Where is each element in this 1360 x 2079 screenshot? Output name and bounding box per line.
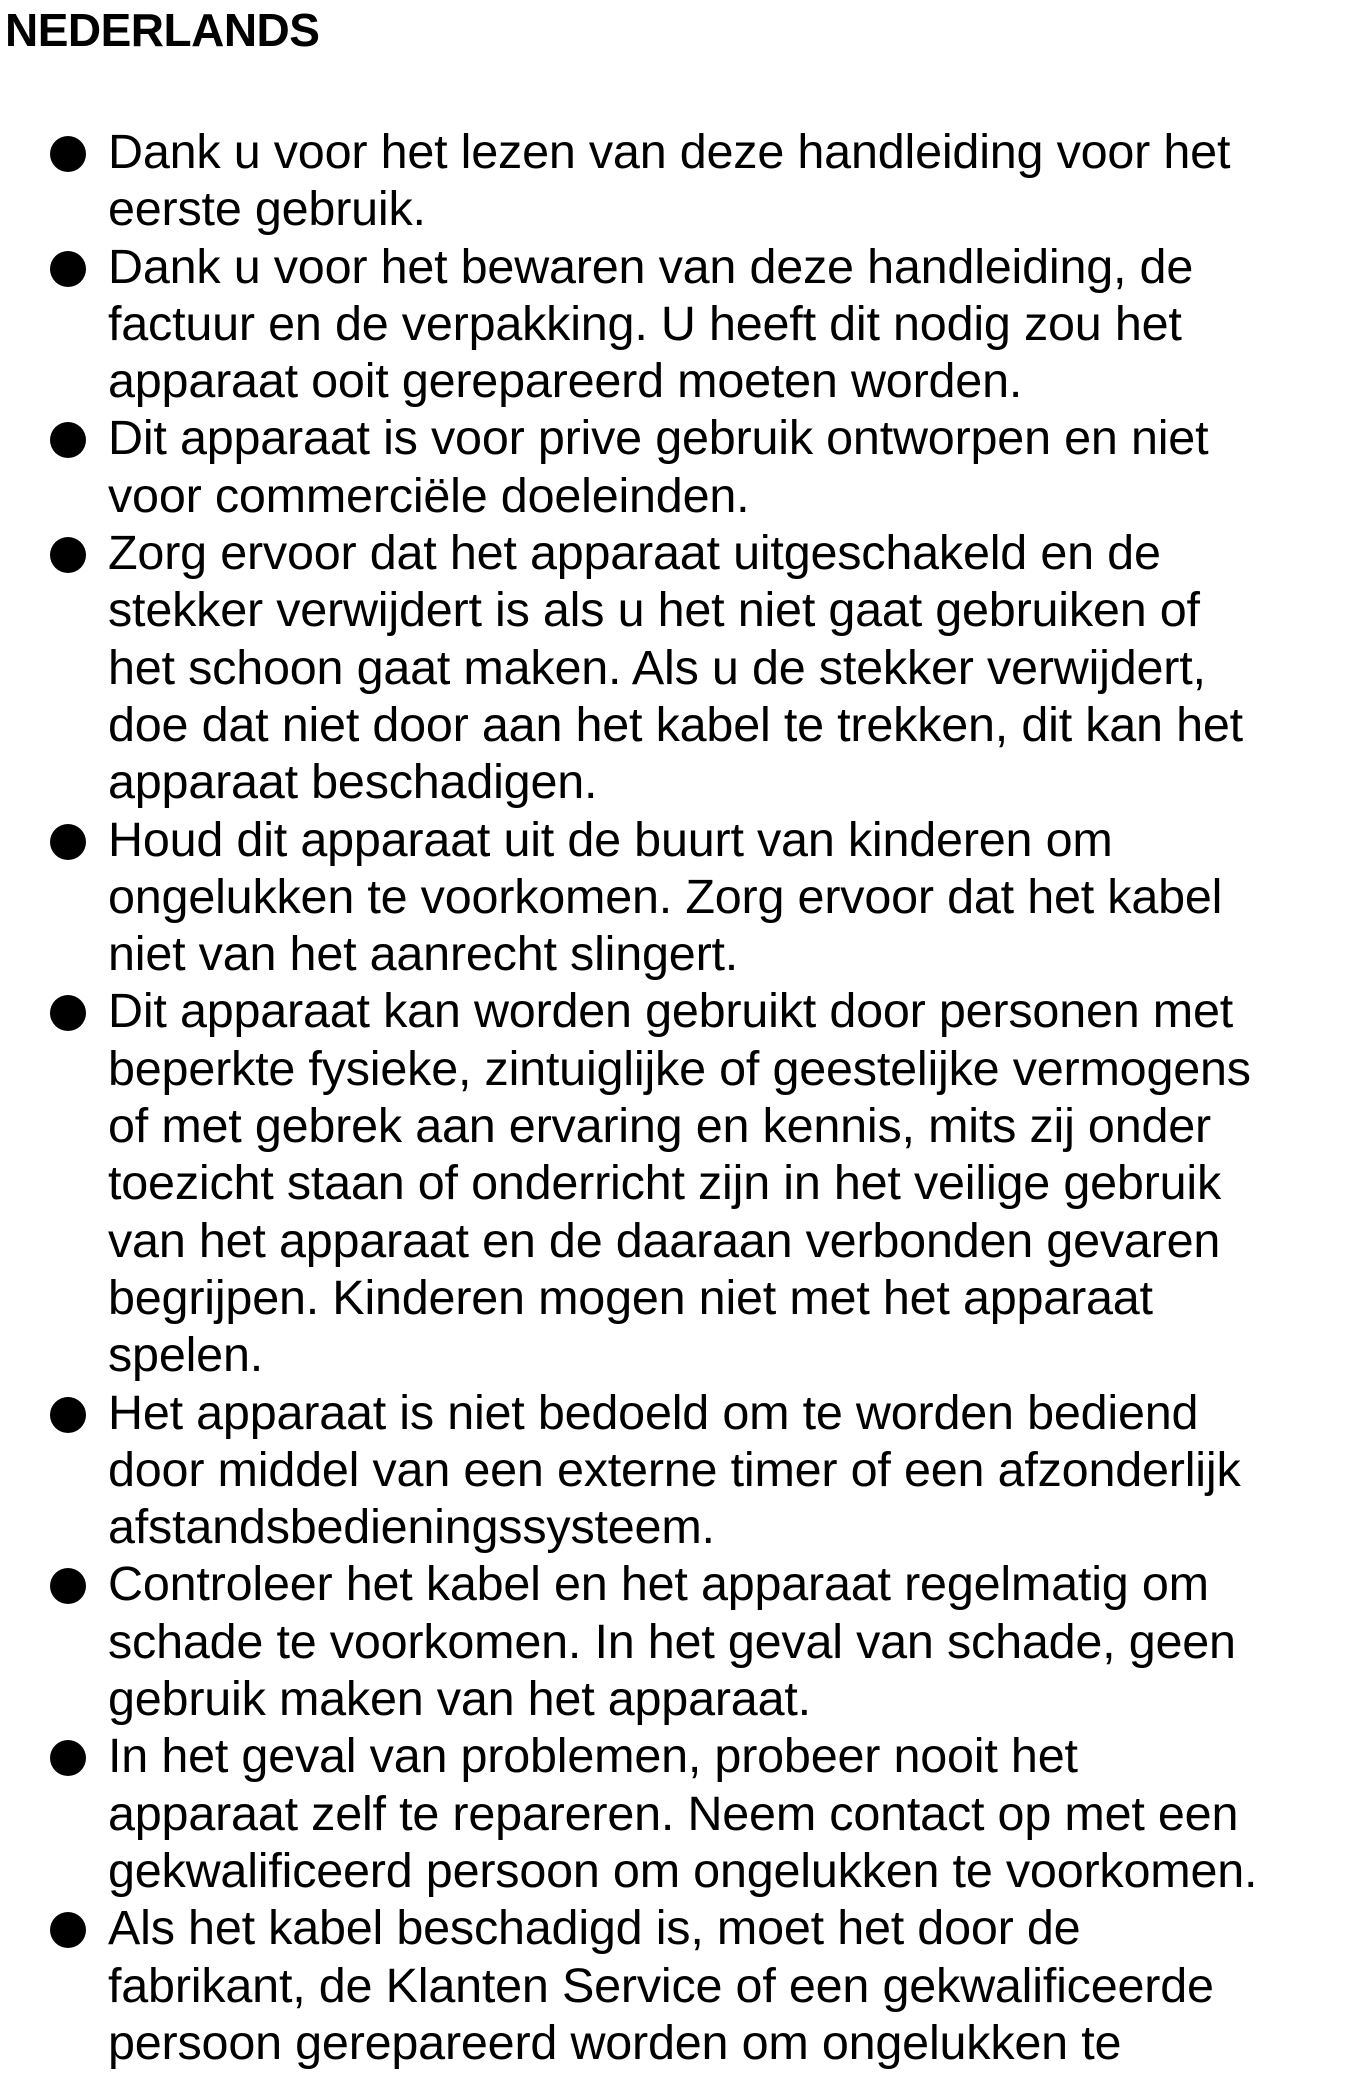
bullet-icon [50, 1912, 86, 1948]
list-item [0, 812, 1358, 984]
instruction-list [0, 124, 1360, 2072]
document-heading: NEDERLANDS [5, 4, 320, 56]
list-item-text: Dit apparaat is voor prive gebruik ontworpen en niet voor commerciële doeleinden. [108, 411, 1209, 523]
list-item [0, 1728, 1358, 1900]
list-item [0, 1900, 1358, 2072]
bullet-icon [50, 995, 86, 1031]
bullet-icon [50, 136, 86, 172]
bullet-icon [50, 1568, 86, 1604]
bullet-icon [50, 422, 86, 458]
list-item [0, 525, 1358, 811]
bullet-icon [50, 251, 86, 287]
list-item-text: In het geval van problemen, probeer nooit het apparaat zelf te repareren. Neem contact op met een gekwalificeerd persoon om ongelukken te voorkomen. [108, 1729, 1258, 1898]
bullet-icon [50, 824, 86, 860]
list-item-text: Zorg ervoor dat het apparaat uitgeschakeld en de stekker verwijdert is als u het niet gaat gebruiken of het schoon gaat maken. Als u de stekker verwijdert, doe dat niet door aan het kabel te trekken, dit kan het apparaat beschadigen. [108, 526, 1243, 810]
list-item-text: Dank u voor het bewaren van deze handleiding, de factuur en de verpakking. U heeft dit nodig zou het apparaat ooit gerepareerd moeten worden. [108, 239, 1194, 409]
list-item [0, 239, 1358, 411]
bullet-icon [50, 1397, 86, 1433]
list-item-text: Controleer het kabel en het apparaat regelmatig om schade te voorkomen. In het geval van schade, geen gebruik maken van het apparaat. [108, 1557, 1236, 1727]
list-item-text: Het apparaat is niet bedoeld om te worden bediend door middel van een externe timer of een afzonderlijk afstandsbedieningssysteem. [108, 1385, 1241, 1555]
list-item [0, 1556, 1358, 1728]
list-item-text: Houd dit apparaat uit de buurt van kinderen om ongelukken te voorkomen. Zorg ervoor dat het kabel niet van het aanrecht slingert. [108, 812, 1223, 982]
list-item [0, 410, 1358, 525]
bullet-icon [50, 537, 86, 573]
list-item [0, 124, 1358, 239]
list-item [0, 983, 1358, 1384]
bullet-icon [50, 1740, 86, 1776]
list-item-text: Als het kabel beschadigd is, moet het door de fabrikant, de Klanten Service of een gekwalificeerde persoon gerepareerd worden om ongelukken te [108, 1901, 1214, 2070]
list-item-text: Dank u voor het lezen van deze handleiding voor het eerste gebruik. [108, 125, 1231, 237]
list-item [0, 1385, 1358, 1557]
list-item-text: Dit apparaat kan worden gebruikt door personen met beperkte fysieke, zintuiglijke of geestelijke vermogens of met gebrek aan ervaring en kennis, mits zij onder toezicht staan of onderricht zijn in het veilige gebruik van het apparaat en de daaraan verbonden gevaren begrijpen. Kinderen mogen niet met het apparaat spelen. [108, 984, 1251, 1383]
